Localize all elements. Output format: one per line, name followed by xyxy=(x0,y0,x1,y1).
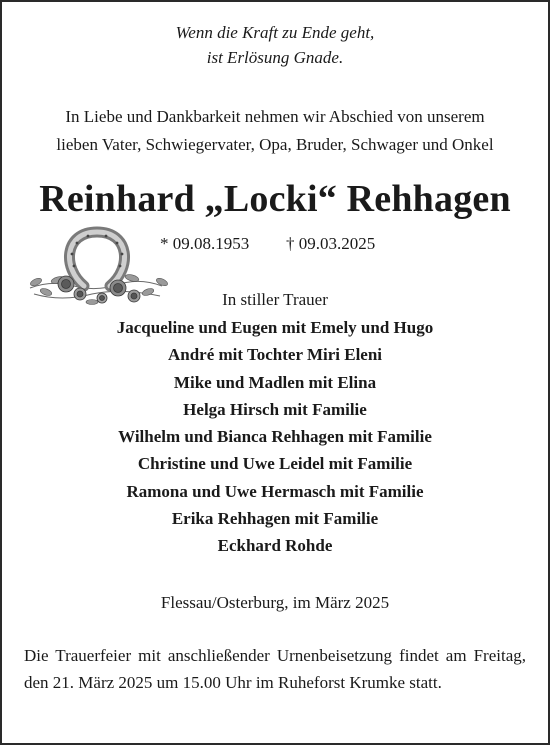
verse-line-1: Wenn die Kraft zu Ende geht, xyxy=(175,23,375,42)
mourner-line: Ramona und Uwe Hermasch mit Familie xyxy=(126,481,424,501)
intro-line-2: lieben Vater, Schwiegervater, Opa, Bruder, Schwager und Onkel xyxy=(56,135,494,154)
mourners-list xyxy=(0,314,550,560)
death-date: † 09.03.2025 xyxy=(286,234,376,253)
mourner-line: Eckhard Rohde xyxy=(217,536,333,556)
birth-date: * 09.08.1953 xyxy=(160,234,250,253)
deceased-name: Reinhard „Locki“ Rehhagen xyxy=(39,178,511,220)
mourner-line: Erika Rehhagen mit Familie xyxy=(171,509,379,529)
verse xyxy=(0,20,550,70)
intro-text xyxy=(0,103,550,159)
mourner-line: Christine und Uwe Leidel mit Familie xyxy=(137,454,413,474)
verse-line-2: ist Erlösung Gnade. xyxy=(206,48,344,67)
mourner-line: Helga Hirsch mit Familie xyxy=(183,399,367,419)
mourning-heading: In stiller Trauer xyxy=(222,290,328,309)
service-info: Die Trauerfeier mit anschließender Urnenbeisetzung findet am Freitag, den 21. März 2025 um 15.00 Uhr im Ruheforst Krumke statt. xyxy=(24,646,526,692)
intro-line-1: In Liebe und Dankbarkeit nehmen wir Abschied von unserem xyxy=(65,107,485,126)
mourner-line: Jacqueline und Eugen mit Emely und Hugo xyxy=(116,318,434,337)
mourner-line: Wilhelm und Bianca Rehhagen mit Familie xyxy=(118,427,432,447)
place-date: Flessau/Osterburg, im März 2025 xyxy=(160,593,390,612)
mourner-line: Mike und Madlen mit Elina xyxy=(173,372,377,392)
mourner-line: André mit Tochter Miri Eleni xyxy=(167,345,383,365)
